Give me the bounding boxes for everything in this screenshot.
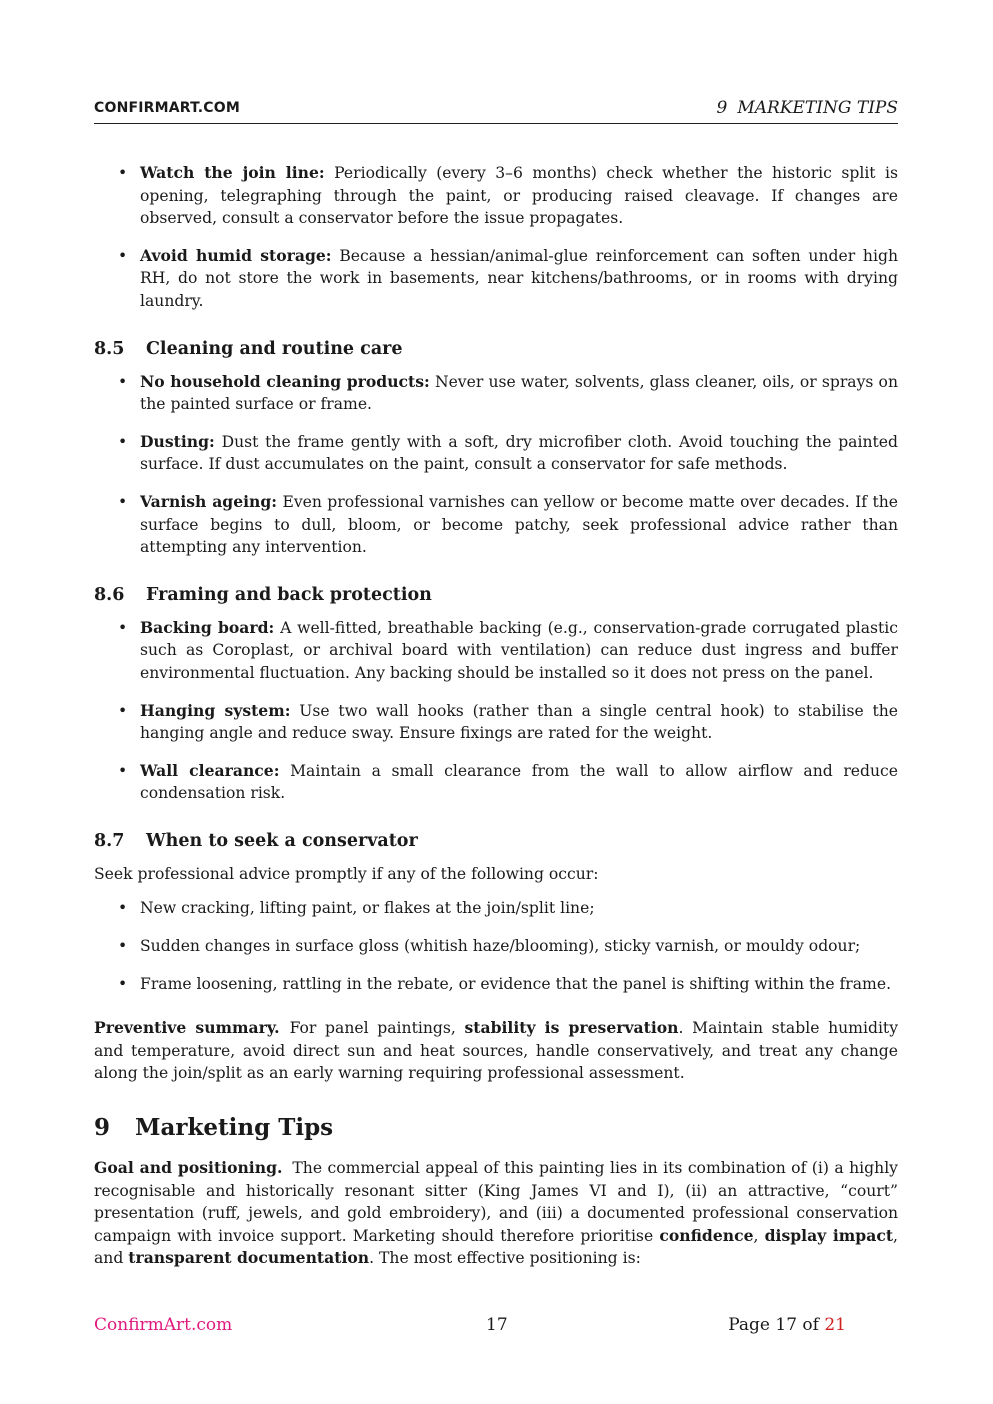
item-text: Never use water, solvents, glass cleaner, oils, or sprays on the painted surface or frame. (140, 372, 898, 414)
item-label: No household cleaning products: (140, 371, 430, 391)
framing-list (94, 617, 898, 805)
section-number: 8.6 (94, 584, 125, 605)
item-label: Avoid humid storage: (140, 245, 332, 265)
summary-emphasis: stability is preservation (464, 1018, 679, 1038)
section-title: Cleaning and routine care (146, 338, 403, 359)
footer-site-link[interactable]: ConfirmArt.com (94, 1315, 233, 1335)
goal-emphasis: confidence (659, 1225, 754, 1245)
section-title: Marketing Tips (135, 1114, 334, 1142)
item-text: A well-fitted, breathable backing (e.g., conservation-grade corrugated plastic such as Coroplast, or archival board with ventilation) can reduce dust ingress and buffer environmental fluctuation. Any backing should be installed so it does not press on the panel. (140, 618, 898, 682)
list-item: • New cracking, lifting paint, or flakes at the join/split line; (94, 897, 898, 920)
running-section-title: MARKETING TIPS (737, 98, 898, 118)
section-heading-9 (94, 1113, 898, 1143)
cleaning-list (94, 371, 898, 559)
goal-emphasis: transparent documentation (128, 1248, 370, 1268)
section-heading-8-7 (94, 829, 898, 853)
item-label: Watch the join line: (140, 163, 325, 182)
list-item (94, 617, 898, 685)
page-header (94, 99, 898, 124)
running-header (717, 98, 898, 118)
goal-emphasis: display impact (764, 1225, 894, 1245)
list-item (94, 760, 898, 805)
footer-page-total-link[interactable]: 21 (824, 1315, 846, 1335)
preventive-summary (94, 1017, 898, 1085)
item-label: Dusting: (140, 431, 215, 451)
footer-page-number: 17 (486, 1315, 508, 1335)
section-number: 9 (94, 1114, 111, 1142)
goal-paragraph (94, 1157, 898, 1270)
goal-text: , and (94, 1226, 898, 1268)
item-text: Maintain a small clearance from the wall to allow airflow and reduce condensation risk. (140, 761, 899, 803)
item-label: Hanging system: (140, 700, 291, 720)
item-text: Even professional varnishes can yellow or become matte over decades. If the surface begins to dull, bloom, or become patchy, seek professional advice rather than attempting any intervention. (140, 492, 898, 557)
summary-runin: Preventive summary. (94, 1018, 280, 1038)
goal-runin: Goal and positioning. (94, 1158, 283, 1178)
item-label: Wall clearance: (140, 760, 280, 780)
conservator-intro: Seek professional advice promptly if any of the following occur: (94, 864, 599, 883)
item-text: Use two wall hooks (rather than a single central hook) to stabilise the hanging angle and reduce sway. Ensure fixings are rated for the weight. (140, 701, 898, 743)
section-title: When to seek a conservator (146, 830, 418, 851)
care-list-continued (94, 162, 898, 313)
site-logo: CONFIRMART.COM (94, 100, 241, 116)
footer-page-count (728, 1315, 846, 1335)
item-text: Periodically (every 3–6 months) check whether the historic split is opening, telegraphing through the paint, or producing raised cleavage. If changes are observed, consult a conservator before the issue propagates. (140, 164, 898, 228)
running-section-number: 9 (716, 98, 728, 118)
list-item (94, 245, 898, 313)
item-text: Because a hessian/animal-glue reinforcement can soften under high RH, do not store the work in basements, near kitchens/bathrooms, or in rooms with drying laundry. (140, 246, 898, 310)
section-number: 8.5 (94, 338, 125, 359)
goal-text: . The most effective positioning is: (369, 1249, 641, 1268)
section-heading-8-6 (94, 583, 898, 607)
list-item (94, 491, 898, 559)
list-item: • Frame loosening, rattling in the rebate, or evidence that the panel is shifting within the frame. (94, 973, 898, 996)
list-item (94, 371, 898, 416)
conservator-list (94, 897, 898, 995)
list-item (94, 431, 898, 476)
item-label: Varnish ageing: (140, 491, 278, 511)
list-item (94, 700, 898, 745)
section-title: Framing and back protection (146, 584, 432, 605)
goal-text: , (753, 1226, 765, 1245)
item-label: Backing board: (140, 617, 275, 637)
goal-text: The commercial appeal of this painting lies in its combination of (i) a highly recognisable and historically resonant sitter (King James VI and I), (ii) an attractive, “court” presentation (ruff, jewels, and gold embroidery), and (iii) a documented professional conservation campaign with invoice support. Marketing should therefore prioritise (94, 1159, 898, 1245)
section-number: 8.7 (94, 830, 125, 851)
page-content (94, 162, 898, 1270)
footer-page-prefix: Page 17 of (728, 1315, 825, 1335)
section-heading-8-5 (94, 337, 898, 361)
list-item: • Sudden changes in surface gloss (whitish haze/blooming), sticky varnish, or mouldy odour; (94, 935, 898, 958)
summary-text: . Maintain stable humidity and temperature, avoid direct sun and heat sources, handle conservatively, and treat any change along the join/split as an early warning requiring professional assessment. (94, 1019, 899, 1083)
list-item (94, 162, 898, 230)
item-text: Dust the frame gently with a soft, dry microfiber cloth. Avoid touching the painted surface. If dust accumulates on the paint, consult a conservator for safe methods. (140, 432, 898, 474)
summary-text: For panel paintings, (289, 1019, 465, 1038)
